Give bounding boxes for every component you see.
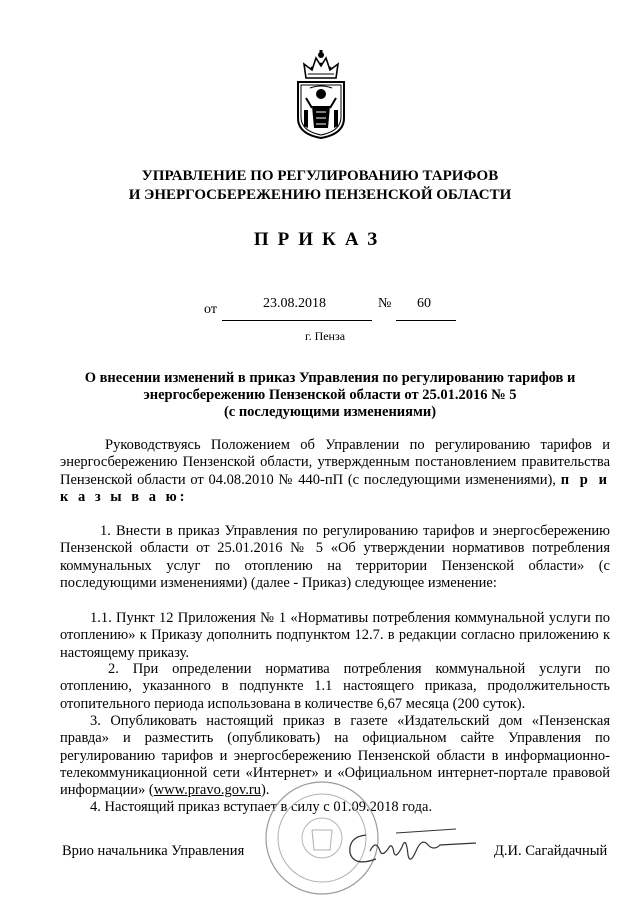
subject-line1: О внесении изменений в приказ Управления по регулированию тарифов и [84, 370, 576, 386]
item-4: 4. Настоящий приказ вступает в силу с 01.09.2018 года. [90, 799, 433, 815]
item-1-1: 1.1. Пункт 12 Приложения № 1 «Нормативы потребления коммунальной услуги по отоплению» к Приказу дополнить подпунктом 12.7. в редакции согласно приложению к настоящему приказу. [60, 610, 610, 661]
item-2: 2. При определении норматива потребления коммунальной услуги по отоплению, указанного в подпункте 1.1 настоящего приказа, продолжительность отопительного периода использована в количестве 6,67 месяца (200 суток). [60, 661, 610, 712]
org-name-line1: УПРАВЛЕНИЕ ПО РЕГУЛИРОВАНИЮ ТАРИФОВ [141, 168, 499, 184]
signatory-name: Д.И. Сагайдачный [494, 843, 608, 859]
penza-coat-of-arms-icon [292, 48, 350, 140]
signatory-position: Врио начальника Управления [62, 843, 245, 859]
preamble [60, 437, 610, 506]
pravo-link[interactable]: www.pravo.gov.ru [153, 782, 261, 799]
order-number: 60 [417, 296, 431, 311]
subject-line3: (с последующими изменениями) [223, 404, 437, 420]
number-sign: № [378, 296, 392, 311]
date-underline [222, 320, 372, 321]
item-1: 1. Внести в приказ Управления по регулированию тарифов и энергосбережению Пензенской области от 25.01.2016 № 5 «Об утверждении нормативов потребления коммунальных услуг по отоплению на территории Пензенской области» (с последующими изменениями) (далее - Приказ) следующее изменение: [60, 523, 610, 591]
preamble-text: Руководствуясь Положением об Управлении по регулированию тарифов и энергосбережению Пензенской области, утвержденным постановлением правительства Пензенской области от 04.08.2010 № 440-пП (с последующими изменениями), [60, 437, 610, 488]
order-title: ПРИКАЗ [253, 229, 387, 250]
order-word: п р и к а з ы в а ю: [60, 471, 610, 505]
subject-line2: энергосбережению Пензенской области от 25.01.2016 № 5 [143, 387, 517, 403]
org-name-line2: И ЭНЕРГОСБЕРЕЖЕНИЮ ПЕНЗЕНСКОЙ ОБЛАСТИ [128, 187, 512, 203]
number-underline [396, 320, 456, 321]
order-date: 23.08.2018 [263, 296, 326, 311]
item-3-end: ). [260, 782, 270, 799]
date-prefix: от [204, 302, 217, 317]
subject-title [60, 370, 600, 421]
item-3-text: 3. Опубликовать настоящий приказ в газете «Издательский дом «Пензенская правда» и разместить (опубликовать) на официальном сайте Управления по регулированию тарифов и энергосбережению Пензенской области в информационно-телекоммуникационной сети «Интернет» и «Официальном интернет-портале правовой информации» ( [60, 713, 610, 799]
city: г. Пенза [305, 329, 346, 343]
handwritten-signature-icon [336, 815, 486, 875]
